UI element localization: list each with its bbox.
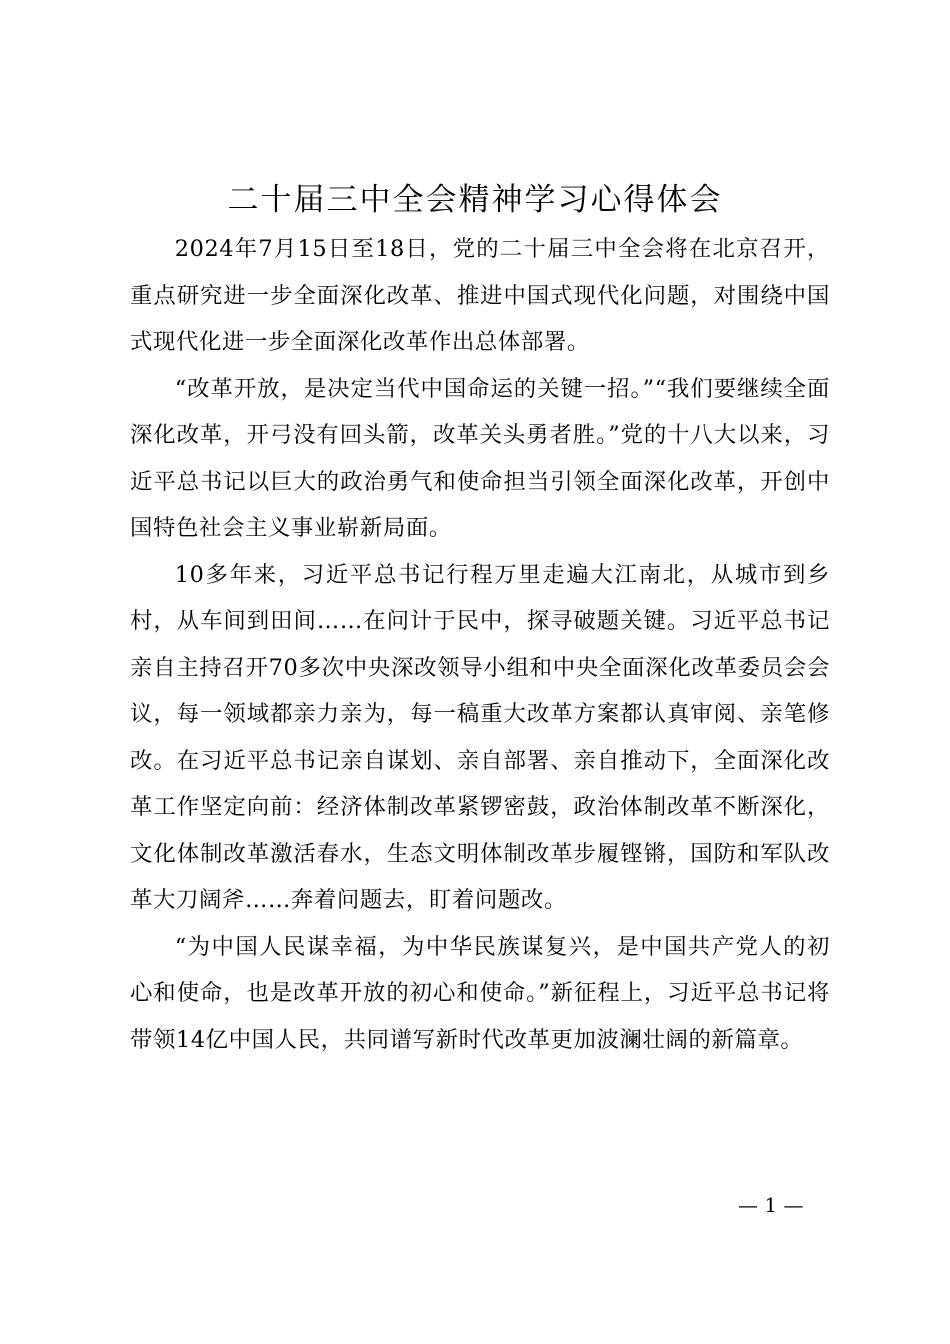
page-number: — 1 — <box>738 1193 804 1217</box>
document-body <box>130 226 830 1063</box>
document-title: 二十届三中全会精神学习心得体会 <box>227 182 723 218</box>
paragraph-1: 2024年7月15日至18日，党的二十届三中全会将在北京召开，重点研究进一步全面深化改革、推进中国式现代化问题，对围绕中国式现代化进一步全面深化改革作出总体部署。 <box>130 236 830 355</box>
paragraph-4: “为中国人民谋幸福，为中华民族谋复兴，是中国共产党人的初心和使命，也是改革开放的初心和使命。”新征程上，习近平总书记将带领14亿中国人民，共同谱写新时代改革更加波澜壮阔的新篇章。 <box>130 933 830 1053</box>
paragraph-2: “改革开放，是决定当代中国命运的关键一招。”“我们要继续全面深化改革，开弓没有回头箭，改革关头勇者胜。”党的十八大以来，习近平总书记以巨大的政治勇气和使命担当引领全面深化改革，开创中国特色社会主义事业崭新局面。 <box>130 375 830 541</box>
paragraph-3: 10多年来，习近平总书记行程万里走遍大江南北，从城市到乡村，从车间到田间……在问计于民中，探寻破题关键。习近平总书记亲自主持召开70多次中央深改领导小组和中央全面深化改革委员会会议，每一领域都亲力亲为，每一稿重大改革方案都认真审阅、亲笔修改。在习近平总书记亲自谋划、亲自部署、亲自推动下，全面深化改革工作坚定向前：经济体制改革紧锣密鼓，政治体制改革不断深化，文化体制改革激活春水，生态文明体制改革步履铿锵，国防和军队改革大刀阔斧……奔着问题去，盯着问题改。 <box>130 561 830 913</box>
